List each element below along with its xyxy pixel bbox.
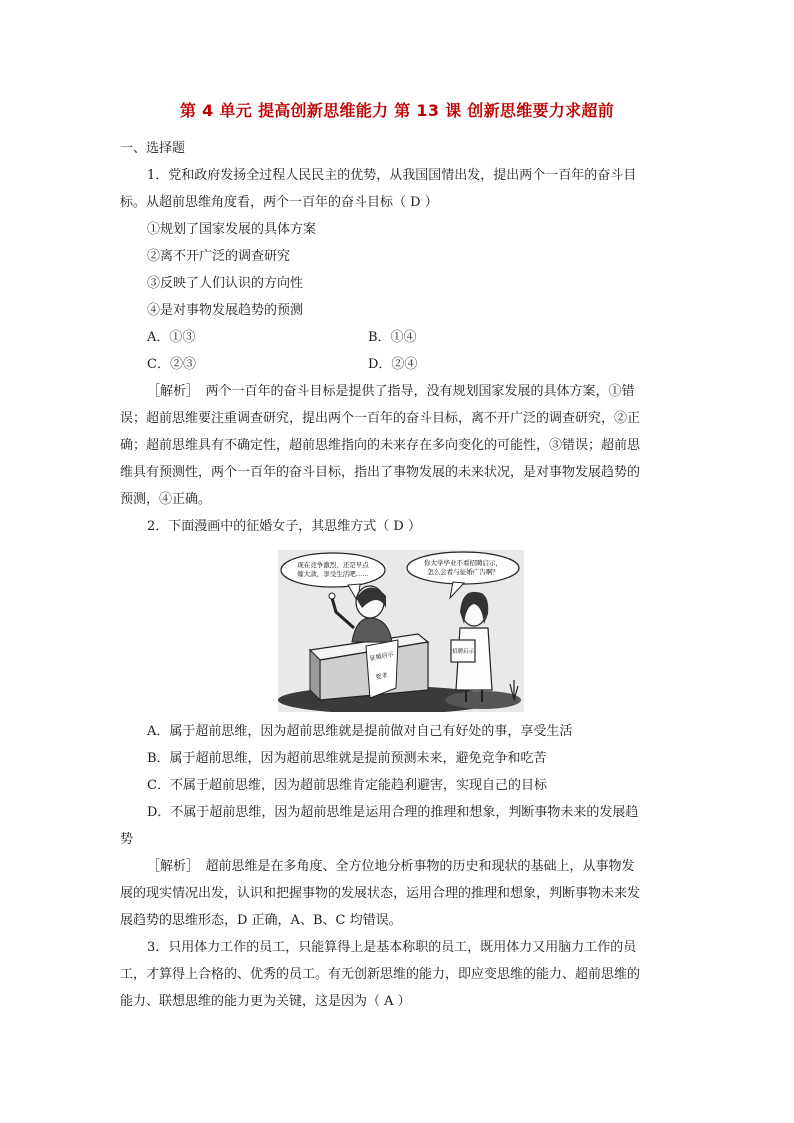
q1-analysis-line: 确；超前思维具有不确定性，超前思维指向的未来存在多向变化的可能性，③错误；超前思 bbox=[120, 438, 641, 453]
q2-analysis-line: ［解析］ 超前思维是在多角度、全方位地分析事物的历史和现状的基础上，从事物发 bbox=[147, 859, 635, 874]
cartoon-illustration bbox=[278, 550, 524, 712]
q1-options-row bbox=[120, 351, 675, 378]
q1-item: ①规划了国家发展的具体方案 bbox=[147, 222, 317, 237]
q1-analysis-line: 预测，④正确。 bbox=[120, 492, 212, 507]
paper-text: 征婚启示 bbox=[369, 650, 395, 663]
q1-option-d: D．②④ bbox=[368, 357, 418, 372]
q2-option-c: C．不属于超前思维，因为超前思维肯定能趋利避害，实现自己的目标 bbox=[147, 778, 547, 793]
sign-text: 招聘启示 bbox=[451, 649, 475, 655]
page-title: 第 4 单元 提高创新思维能力 第 13 课 创新思维要力求超前 bbox=[180, 101, 614, 120]
q1-stem-line: 标。从超前思维角度看，两个一百年的奋斗目标（ D ） bbox=[120, 195, 438, 210]
q2-analysis-line: 展趋势的思维形态，D 正确，A、B、C 均错误。 bbox=[120, 913, 402, 928]
q2-stem: 2．下面漫画中的征婚女子，其思维方式（ D ） bbox=[147, 519, 421, 534]
q1-option-c: C．②③ bbox=[147, 357, 196, 372]
bubble-right-text: 你大学毕业不看招聘启示， bbox=[424, 559, 502, 567]
q1-item: ③反映了人们认识的方向性 bbox=[147, 276, 304, 291]
q1-analysis-line: ［解析］ 两个一百年的奋斗目标是提供了指导，没有规划国家发展的具体方案，①错 bbox=[147, 384, 635, 399]
q1-options-row bbox=[120, 324, 675, 351]
q1-analysis-line: 维具有预测性，两个一百年的奋斗目标，指出了事物发展的未来状况，是对事物发展趋势的 bbox=[120, 465, 641, 480]
q1-item: ④是对事物发展趋势的预测 bbox=[147, 303, 304, 318]
q1-option-a: A．①③ bbox=[147, 330, 196, 345]
q1-item: ②离不开广泛的调查研究 bbox=[147, 249, 291, 264]
q1-stem-line: 1．党和政府发扬全过程人民民主的优势，从我国国情出发，提出两个一百年的奋斗目 bbox=[147, 168, 637, 183]
bubble-left-text: 现在竞争激烈，还是早点 bbox=[297, 561, 369, 569]
bubble-left-text: 嫁大款，享受生活吧…… bbox=[297, 570, 369, 578]
q3-stem-line: 能力、联想思维的能力更为关键，这是因为（ A ） bbox=[120, 994, 411, 1009]
q2-option-d-cont: 势 bbox=[120, 832, 134, 847]
q1-analysis-line: 误；超前思维要注重调查研究，提出两个一百年的奋斗目标，离不开广泛的调查研究，②正 bbox=[120, 411, 641, 426]
q3-stem-line: 3．只用体力工作的员工，只能算得上是基本称职的员工，既用体力又用脑力工作的员 bbox=[147, 940, 637, 955]
q2-option-b: B．属于超前思维，因为超前思维就是提前预测未来，避免竞争和吃苦 bbox=[147, 751, 547, 766]
section-heading: 一、选择题 bbox=[120, 141, 186, 156]
paper-text: 要求 bbox=[375, 671, 389, 682]
bubble-right-text: 怎么会看与征婚广告啊？ bbox=[427, 568, 499, 576]
q3-stem-line: 工，才算得上合格的、优秀的员工。有无创新思维的能力，即应变思维的能力、超前思维的 bbox=[120, 967, 641, 982]
q1-option-b: B．①④ bbox=[368, 330, 417, 345]
q2-analysis-line: 展的现实情况出发，认识和把握事物的发展状态，运用合理的推理和想象，判断事物未来发 bbox=[120, 886, 641, 901]
q2-option-a: A．属于超前思维，因为超前思维就是提前做对自己有好处的事，享受生活 bbox=[147, 724, 573, 739]
cartoon-svg bbox=[278, 550, 524, 712]
document-body bbox=[120, 135, 675, 1015]
q2-option-d: D．不属于超前思维，因为超前思维是运用合理的推理和想象，判断事物未来的发展趋 bbox=[147, 805, 639, 820]
